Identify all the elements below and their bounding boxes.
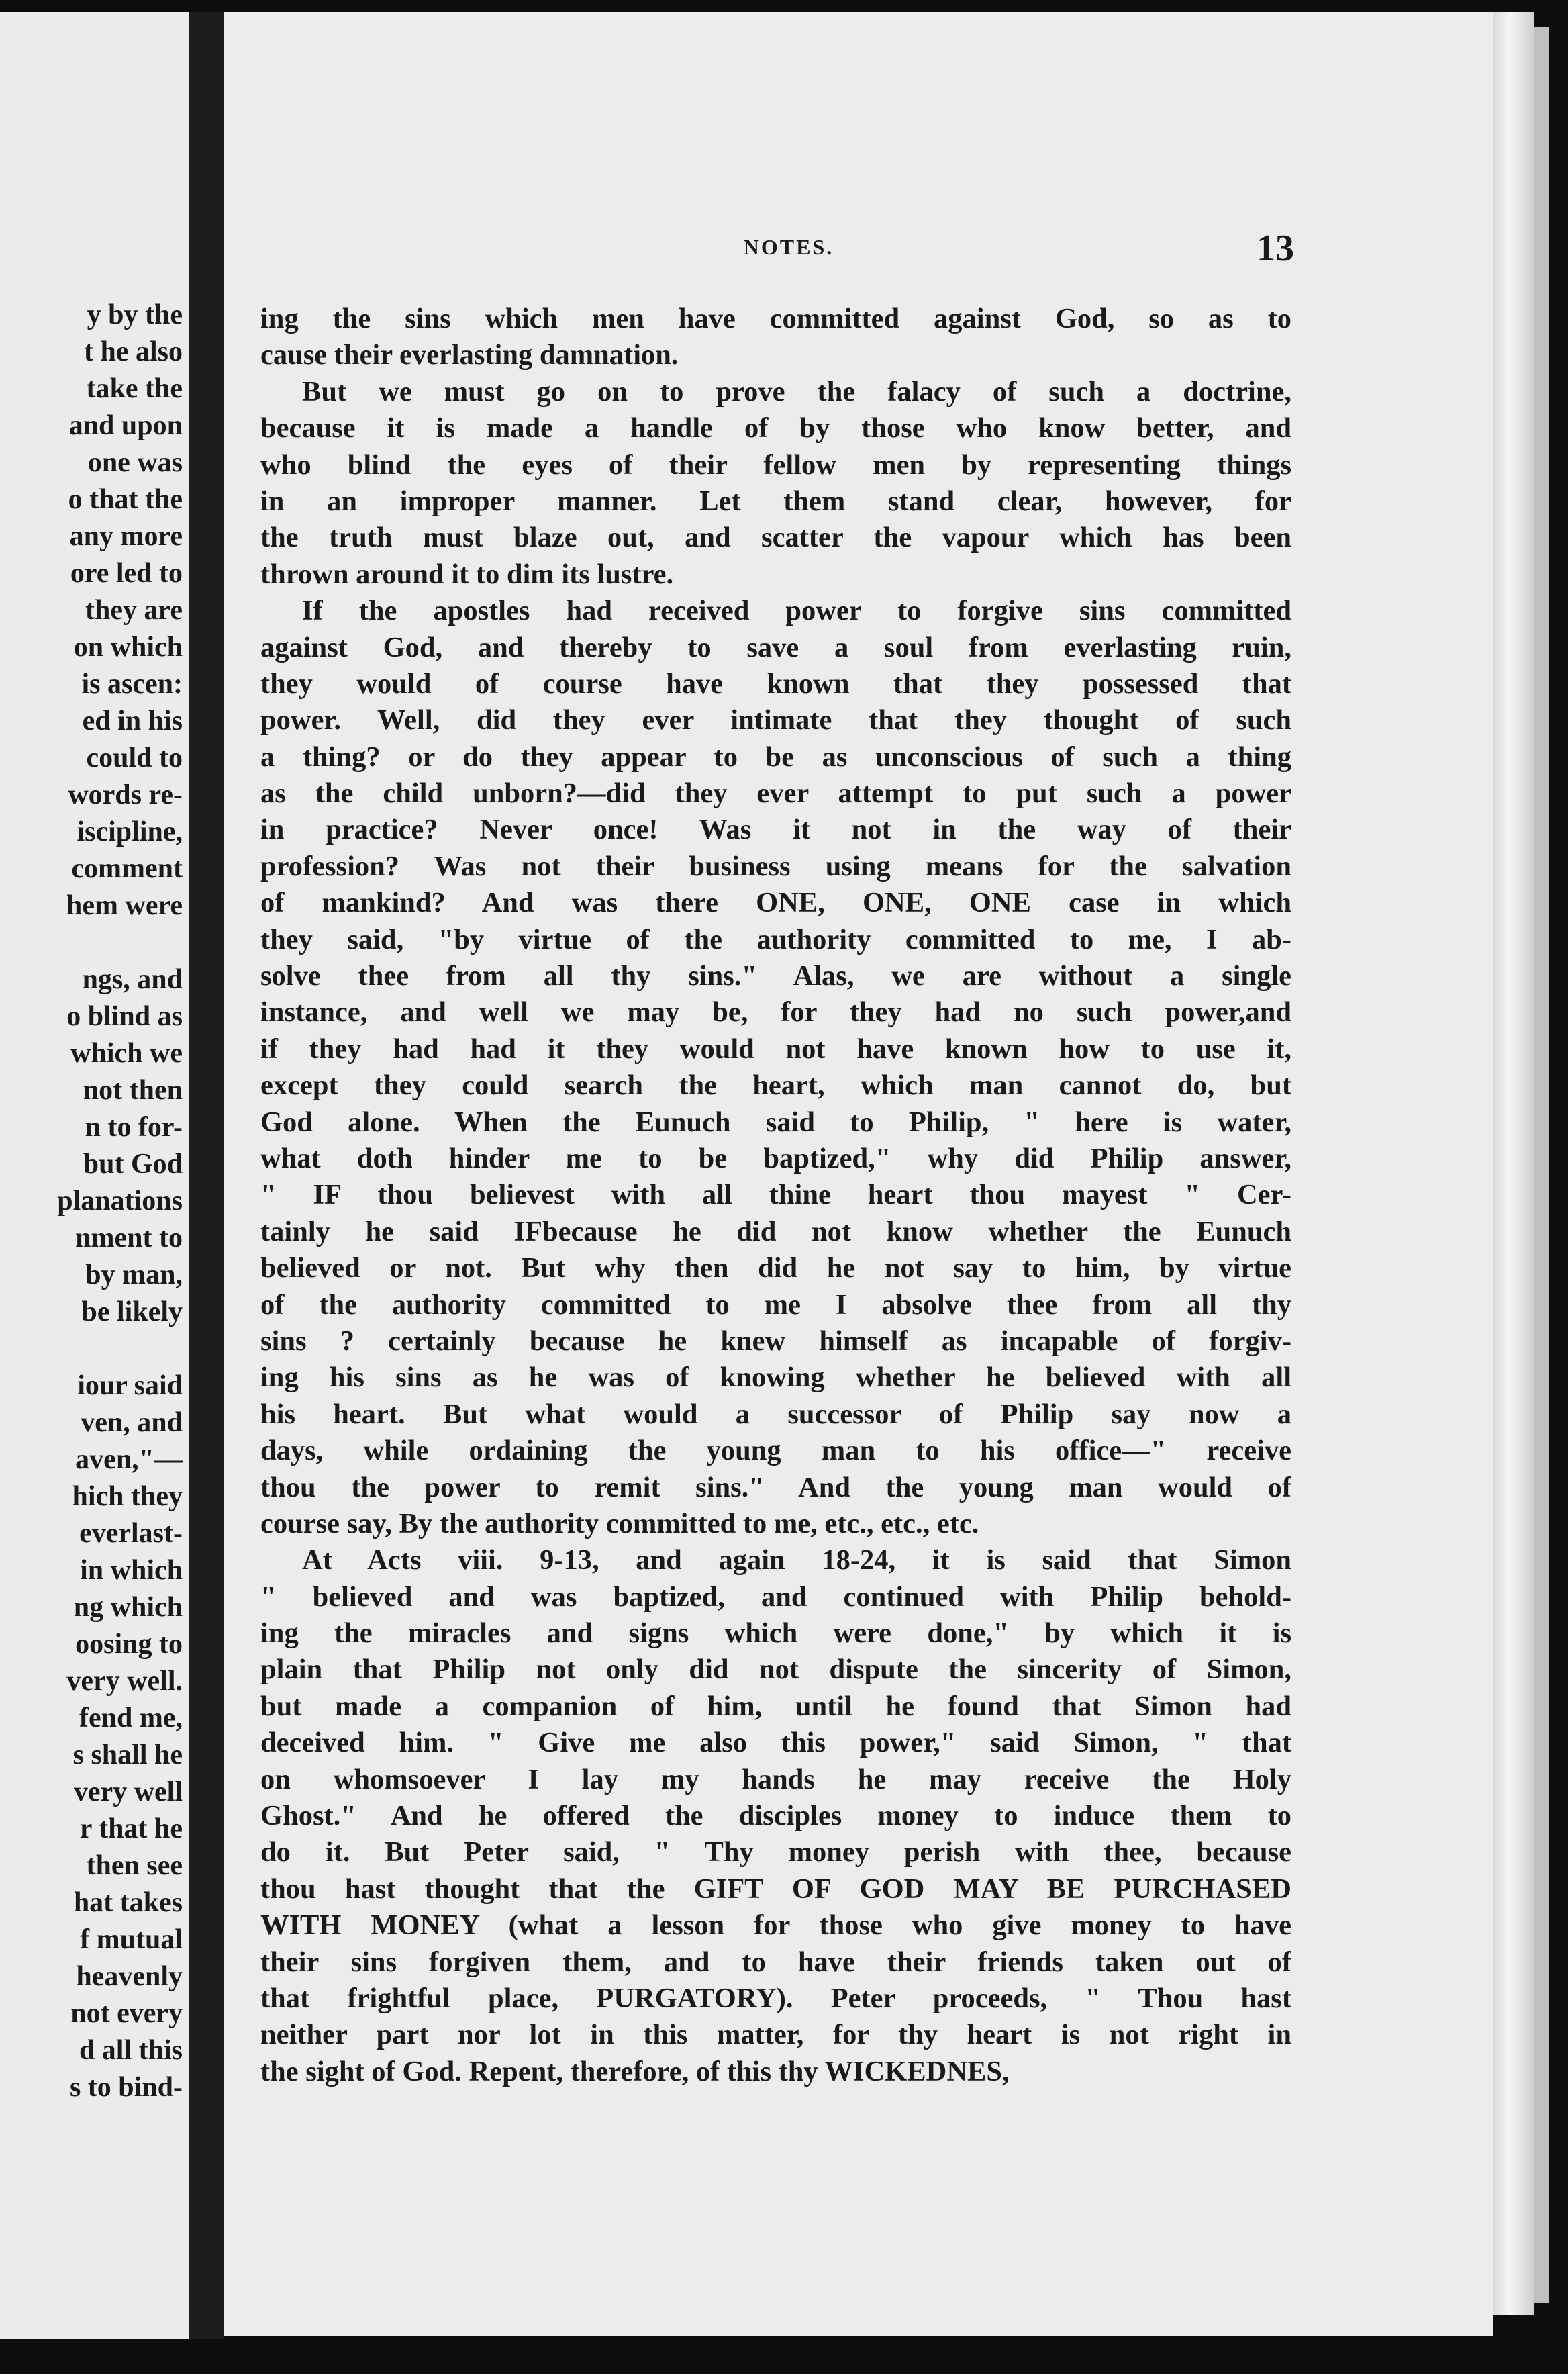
left-page-line: d all this	[79, 2035, 183, 2066]
text-line: WITH MONEY (what a lesson for those who give money to have	[260, 1909, 1291, 1942]
text-line: in an improper manner. Let them stand clear, however, for	[260, 485, 1291, 517]
left-page-line: ed in his	[82, 706, 183, 737]
left-page-line: s shall he	[72, 1740, 183, 1770]
text-line: in practice? Never once! Was it not in the way of their	[260, 814, 1291, 846]
left-page-line: nment to	[75, 1223, 183, 1253]
text-line: plain that Philip not only did not dispute the sincerity of Simon,	[260, 1654, 1291, 1686]
left-page-line: not then	[83, 1075, 183, 1106]
text-line: power. Well, did they ever intimate that they thought of such	[260, 704, 1291, 737]
left-page-line: o that the	[68, 484, 183, 515]
text-line: instance, and well we may be, for they had no such power,and	[260, 996, 1291, 1029]
left-page-line: everlast-	[79, 1518, 183, 1549]
left-page-line: which we	[70, 1038, 183, 1069]
text-line: " IF thou believest with all thine heart thou mayest " Cer-	[260, 1179, 1291, 1211]
left-page-line: in which	[80, 1555, 183, 1586]
text-line: on whomsoever I lay my hands he may receive the Holy	[260, 1763, 1291, 1795]
text-line: God alone. When the Eunuch said to Philip, " here is water,	[260, 1106, 1291, 1138]
left-page-line: be likely	[81, 1296, 183, 1327]
page-edge-shadow	[1534, 27, 1549, 2303]
text-line: If the apostles had received power to forgive sins committed	[302, 595, 1291, 627]
left-page-line: f mutual	[80, 1924, 183, 1955]
text-line: ing his sins as he was of knowing whether he believed with all	[260, 1362, 1291, 1394]
left-page-line: planations	[57, 1186, 183, 1217]
left-page-line: o blind as	[66, 1001, 183, 1032]
text-line: sins ? certainly because he knew himself as incapable of forgiv-	[260, 1325, 1291, 1357]
page-number: 13	[1257, 228, 1294, 269]
text-line: against God, and thereby to save a soul from everlasting ruin,	[260, 631, 1291, 663]
text-line: profession? Was not their business using means for the salvation	[260, 850, 1291, 882]
text-line: At Acts viii. 9-13, and again 18-24, it is said that Simon	[302, 1544, 1291, 1576]
text-line: what doth hinder me to be baptized," why did Philip answer,	[260, 1142, 1291, 1174]
text-line: tainly he said IFbecause he did not know whether the Eunuch	[260, 1215, 1291, 1247]
left-page-line: but God	[83, 1149, 183, 1180]
left-page-line: on which	[73, 632, 183, 663]
left-page-line: y by the	[87, 299, 183, 330]
left-page-fragment	[0, 12, 189, 2339]
text-line: they would of course have known that they possessed that	[260, 667, 1291, 700]
text-line: the truth must blaze out, and scatter the vapour which has been	[260, 522, 1291, 554]
text-line: if they had had it they would not have known how to use it,	[260, 1033, 1291, 1065]
text-line: thrown around it to dim its lustre.	[260, 558, 674, 590]
left-page-line: r that he	[79, 1813, 183, 1844]
text-line: as the child unborn?—did they ever attempt to put such a power	[260, 777, 1291, 810]
text-line: thou hast thought that the GIFT OF GOD MAY BE PURCHASED	[260, 1872, 1291, 1905]
left-page-line: hem were	[66, 890, 183, 921]
text-line: of the authority committed to me I absolve thee from all thy	[260, 1288, 1291, 1321]
left-page-line: any more	[69, 521, 183, 552]
left-page-line: t he also	[84, 336, 183, 367]
left-page-line: s to bind-	[69, 2072, 183, 2103]
text-line: course say, By the authority committed to me, etc., etc., etc.	[260, 1507, 979, 1539]
text-line: ing the sins which men have committed against God, so as to	[260, 303, 1291, 334]
text-line: solve thee from all thy sins." Alas, we are without a single	[260, 960, 1291, 992]
left-page-line: and upon	[68, 410, 183, 441]
text-line: the sight of God. Repent, therefore, of this thy WICKEDNES,	[260, 2055, 1010, 2087]
left-page-line: very well.	[66, 1666, 183, 1697]
left-page-line: aven,"—	[75, 1444, 183, 1475]
page-edge	[1493, 12, 1534, 2315]
left-page-line: hat takes	[73, 1887, 183, 1918]
text-line: but made a companion of him, until he found that Simon had	[260, 1690, 1291, 1722]
text-line: of mankind? And was there ONE, ONE, ONE case in which	[260, 887, 1291, 919]
left-page-line: ven, and	[81, 1407, 183, 1438]
text-line: do it. But Peter said, " Thy money perish with thee, because	[260, 1836, 1291, 1868]
text-line: thou the power to remit sins." And the young man would of	[260, 1471, 1291, 1503]
text-line: a thing? or do they appear to be as unconscious of such a thing	[260, 741, 1291, 773]
left-page-line: heavenly	[76, 1961, 183, 1992]
left-page-line: very well	[73, 1776, 183, 1807]
book-gutter	[189, 12, 224, 2339]
left-page-line: comment	[71, 853, 183, 884]
left-page-line: hich they	[72, 1481, 183, 1512]
text-line: believed or not. But why then did he not say to him, by virtue	[260, 1252, 1291, 1284]
text-line: cause their everlasting damnation.	[260, 339, 679, 371]
text-line: But we must go on to prove the falacy of such a doctrine,	[302, 375, 1291, 408]
text-line: their sins forgiven them, and to have their friends taken out of	[260, 1946, 1291, 1978]
text-line: because it is made a handle of by those who know better, and	[260, 412, 1291, 444]
running-header: NOTES.	[743, 235, 834, 259]
left-page-line: iour said	[77, 1370, 183, 1401]
text-line: who blind the eyes of their fellow men by representing things	[260, 448, 1291, 481]
left-page-line: is ascen:	[81, 669, 183, 700]
text-line: ing the miracles and signs which were done," by which it is	[260, 1617, 1291, 1650]
left-page-line: could to	[86, 743, 183, 773]
left-page-line: not every	[70, 1998, 183, 2029]
left-page-line: iscipline,	[77, 816, 183, 847]
text-line: they said, "by virtue of the authority committed to me, I ab-	[260, 923, 1291, 955]
text-line: " believed and was baptized, and continued with Philip behold-	[260, 1580, 1291, 1613]
left-page-line: oosing to	[75, 1629, 183, 1660]
left-page-line: n to for-	[85, 1112, 183, 1143]
left-page-line: words re-	[68, 779, 183, 810]
left-page-line: ngs, and	[82, 964, 183, 995]
left-page-line	[0, 1331, 183, 1368]
text-line: his heart. But what would a successor of Philip say now a	[260, 1398, 1291, 1430]
left-page-line: ng which	[73, 1592, 183, 1623]
text-line: except they could search the heart, which man cannot do, but	[260, 1070, 1291, 1102]
left-page-line: take the	[86, 373, 183, 404]
text-line: neither part nor lot in this matter, for thy heart is not right in	[260, 2019, 1291, 2051]
left-page-line	[0, 924, 183, 961]
body-text	[260, 301, 1291, 2090]
text-line: that frightful place, PURGATORY). Peter proceeds, " Thou hast	[260, 1982, 1291, 2014]
left-page-line: fend me,	[79, 1703, 183, 1734]
text-line: Ghost." And he offered the disciples money to induce them to	[260, 1800, 1291, 1832]
left-page-line: then see	[86, 1850, 183, 1881]
text-line: deceived him. " Give me also this power," said Simon, " that	[260, 1727, 1291, 1759]
left-page-line: they are	[85, 595, 183, 626]
left-page-line: ore led to	[70, 558, 183, 589]
left-page-line: one was	[87, 447, 183, 478]
left-page-text	[0, 297, 183, 2106]
left-page-line: by man,	[85, 1260, 183, 1290]
text-line: days, while ordaining the young man to his office—" receive	[260, 1435, 1291, 1467]
